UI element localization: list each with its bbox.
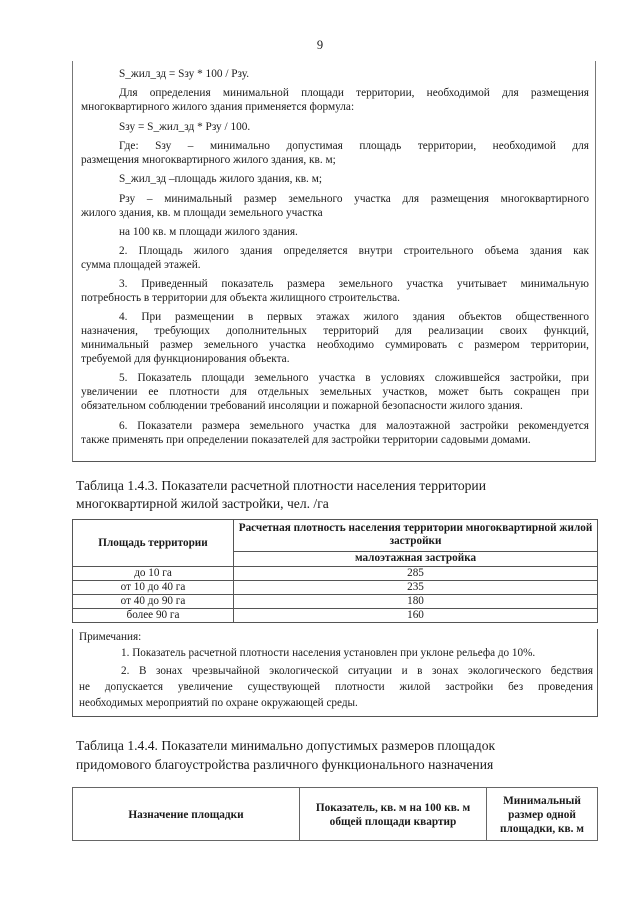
- area-cell: от 40 до 90 га: [73, 595, 234, 609]
- density-table: [72, 519, 598, 623]
- note-2-cont: не допускается увеличение существующей плотности жилой застройки без проведения: [79, 681, 593, 693]
- box-line: 2. Площадь жилого здания определяется внутри строительного объема здания как: [119, 245, 589, 257]
- table-row: [73, 567, 598, 581]
- table-1-4-3-caption-cont: многоквартирной жилой застройки, чел. /га: [76, 496, 329, 511]
- table-row: [73, 609, 598, 623]
- note-1: 1. Показатель расчетной плотности населения установлен при уклоне рельефа до 10%.: [121, 647, 536, 659]
- col-lowrise-subheader: малоэтажная застройка: [234, 551, 598, 566]
- density-cell: 235: [234, 581, 598, 595]
- box-line: потребность в территории для объекта жилищного строительства.: [81, 292, 400, 304]
- density-cell: 180: [234, 595, 598, 609]
- box-line: 6. Показатели размера земельного участка для малоэтажной застройки рекомендуется: [119, 420, 589, 432]
- formula-sзу: Sзу = S_жил_зд * Рзу / 100.: [119, 121, 251, 133]
- playground-sizes-table: [72, 787, 598, 841]
- table-1-4-4-caption-cont: придомового благоустройства различного функционального назначения: [76, 757, 494, 772]
- box-line: размещения многоквартирного жилого здания, кв. м;: [81, 154, 336, 166]
- table-1-4-3-caption: Таблица 1.4.3. Показатели расчетной плотности населения территории: [76, 478, 486, 493]
- col-indicator-header: Показатель, кв. м на 100 кв. м общей площади квартир: [300, 788, 487, 841]
- box-line: минимальный размер земельного участка необходимо суммировать с размером территории,: [81, 339, 589, 351]
- box-line: требуемой для функционирования объекта.: [81, 353, 290, 365]
- area-cell: от 10 до 40 га: [73, 581, 234, 595]
- col-min-size-header: Минимальный размер одной площадки, кв. м: [487, 788, 598, 841]
- formula-sжилзд: S_жил_зд = Sзу * 100 / Pзу.: [119, 68, 250, 80]
- page-number: 9: [316, 38, 324, 52]
- box-line: Где: Sзу – минимально допустимая площадь территории, необходимой для: [119, 140, 589, 152]
- box-line: 3. Приведенный показатель размера земельного участка учитывает минимальную: [119, 278, 589, 290]
- area-cell: более 90 га: [73, 609, 234, 623]
- table-1-4-3-notes: [72, 629, 598, 717]
- formula-notes-box: [72, 61, 596, 462]
- box-line: многоквартирного жилого здания применяется формула:: [81, 101, 355, 113]
- notes-title: Примечания:: [79, 631, 142, 643]
- box-line: увеличении ее плотности для отдельных земельных участков, может быть сокращен при: [81, 386, 589, 398]
- note-2-cont: необходимых мероприятий по охране окружающей среды.: [79, 697, 358, 709]
- box-line: Для определения минимальной площади территории, необходимой для размещения: [119, 87, 589, 99]
- density-cell: 285: [234, 567, 598, 581]
- note-2: 2. В зонах чрезвычайной экологической ситуации и в зонах экологического бедствия: [121, 665, 593, 677]
- box-line: S_жил_зд –площадь жилого здания, кв. м;: [119, 173, 322, 185]
- area-cell: до 10 га: [73, 567, 234, 581]
- col-density-header: Расчетная плотность населения территории многоквартирной жилой застройки: [234, 520, 598, 552]
- box-line: Рзу – минимальный размер земельного участка для размещения многоквартирного: [119, 193, 589, 205]
- box-line: 5. Показатель площади земельного участка в условиях сложившейся застройки, при: [119, 372, 589, 384]
- density-cell: 160: [234, 609, 598, 623]
- box-line: назначения, требующих дополнительных территорий для реализации своих функций,: [81, 325, 589, 337]
- box-line: на 100 кв. м площади жилого здания.: [119, 226, 298, 238]
- table-row: [73, 595, 598, 609]
- table-1-4-4-caption: Таблица 1.4.4. Показатели минимально допустимых размеров площадок: [76, 738, 496, 753]
- box-line: жилого здания, кв. м площади земельного участка: [81, 207, 323, 219]
- box-line: сумма площадей этажей.: [81, 259, 201, 271]
- box-line: 4. При размещении в первых этажах жилого здания объектов общественного: [119, 311, 589, 323]
- box-line: обязательном соблюдении требований инсоляции и пожарной безопасности жилого здания.: [81, 400, 523, 412]
- col-purpose-header: Назначение площадки: [73, 788, 300, 841]
- col-area-header: Площадь территории: [73, 520, 234, 567]
- box-line: также применять при определении показателей для застройки территории садовыми домами.: [81, 434, 531, 446]
- table-row: [73, 581, 598, 595]
